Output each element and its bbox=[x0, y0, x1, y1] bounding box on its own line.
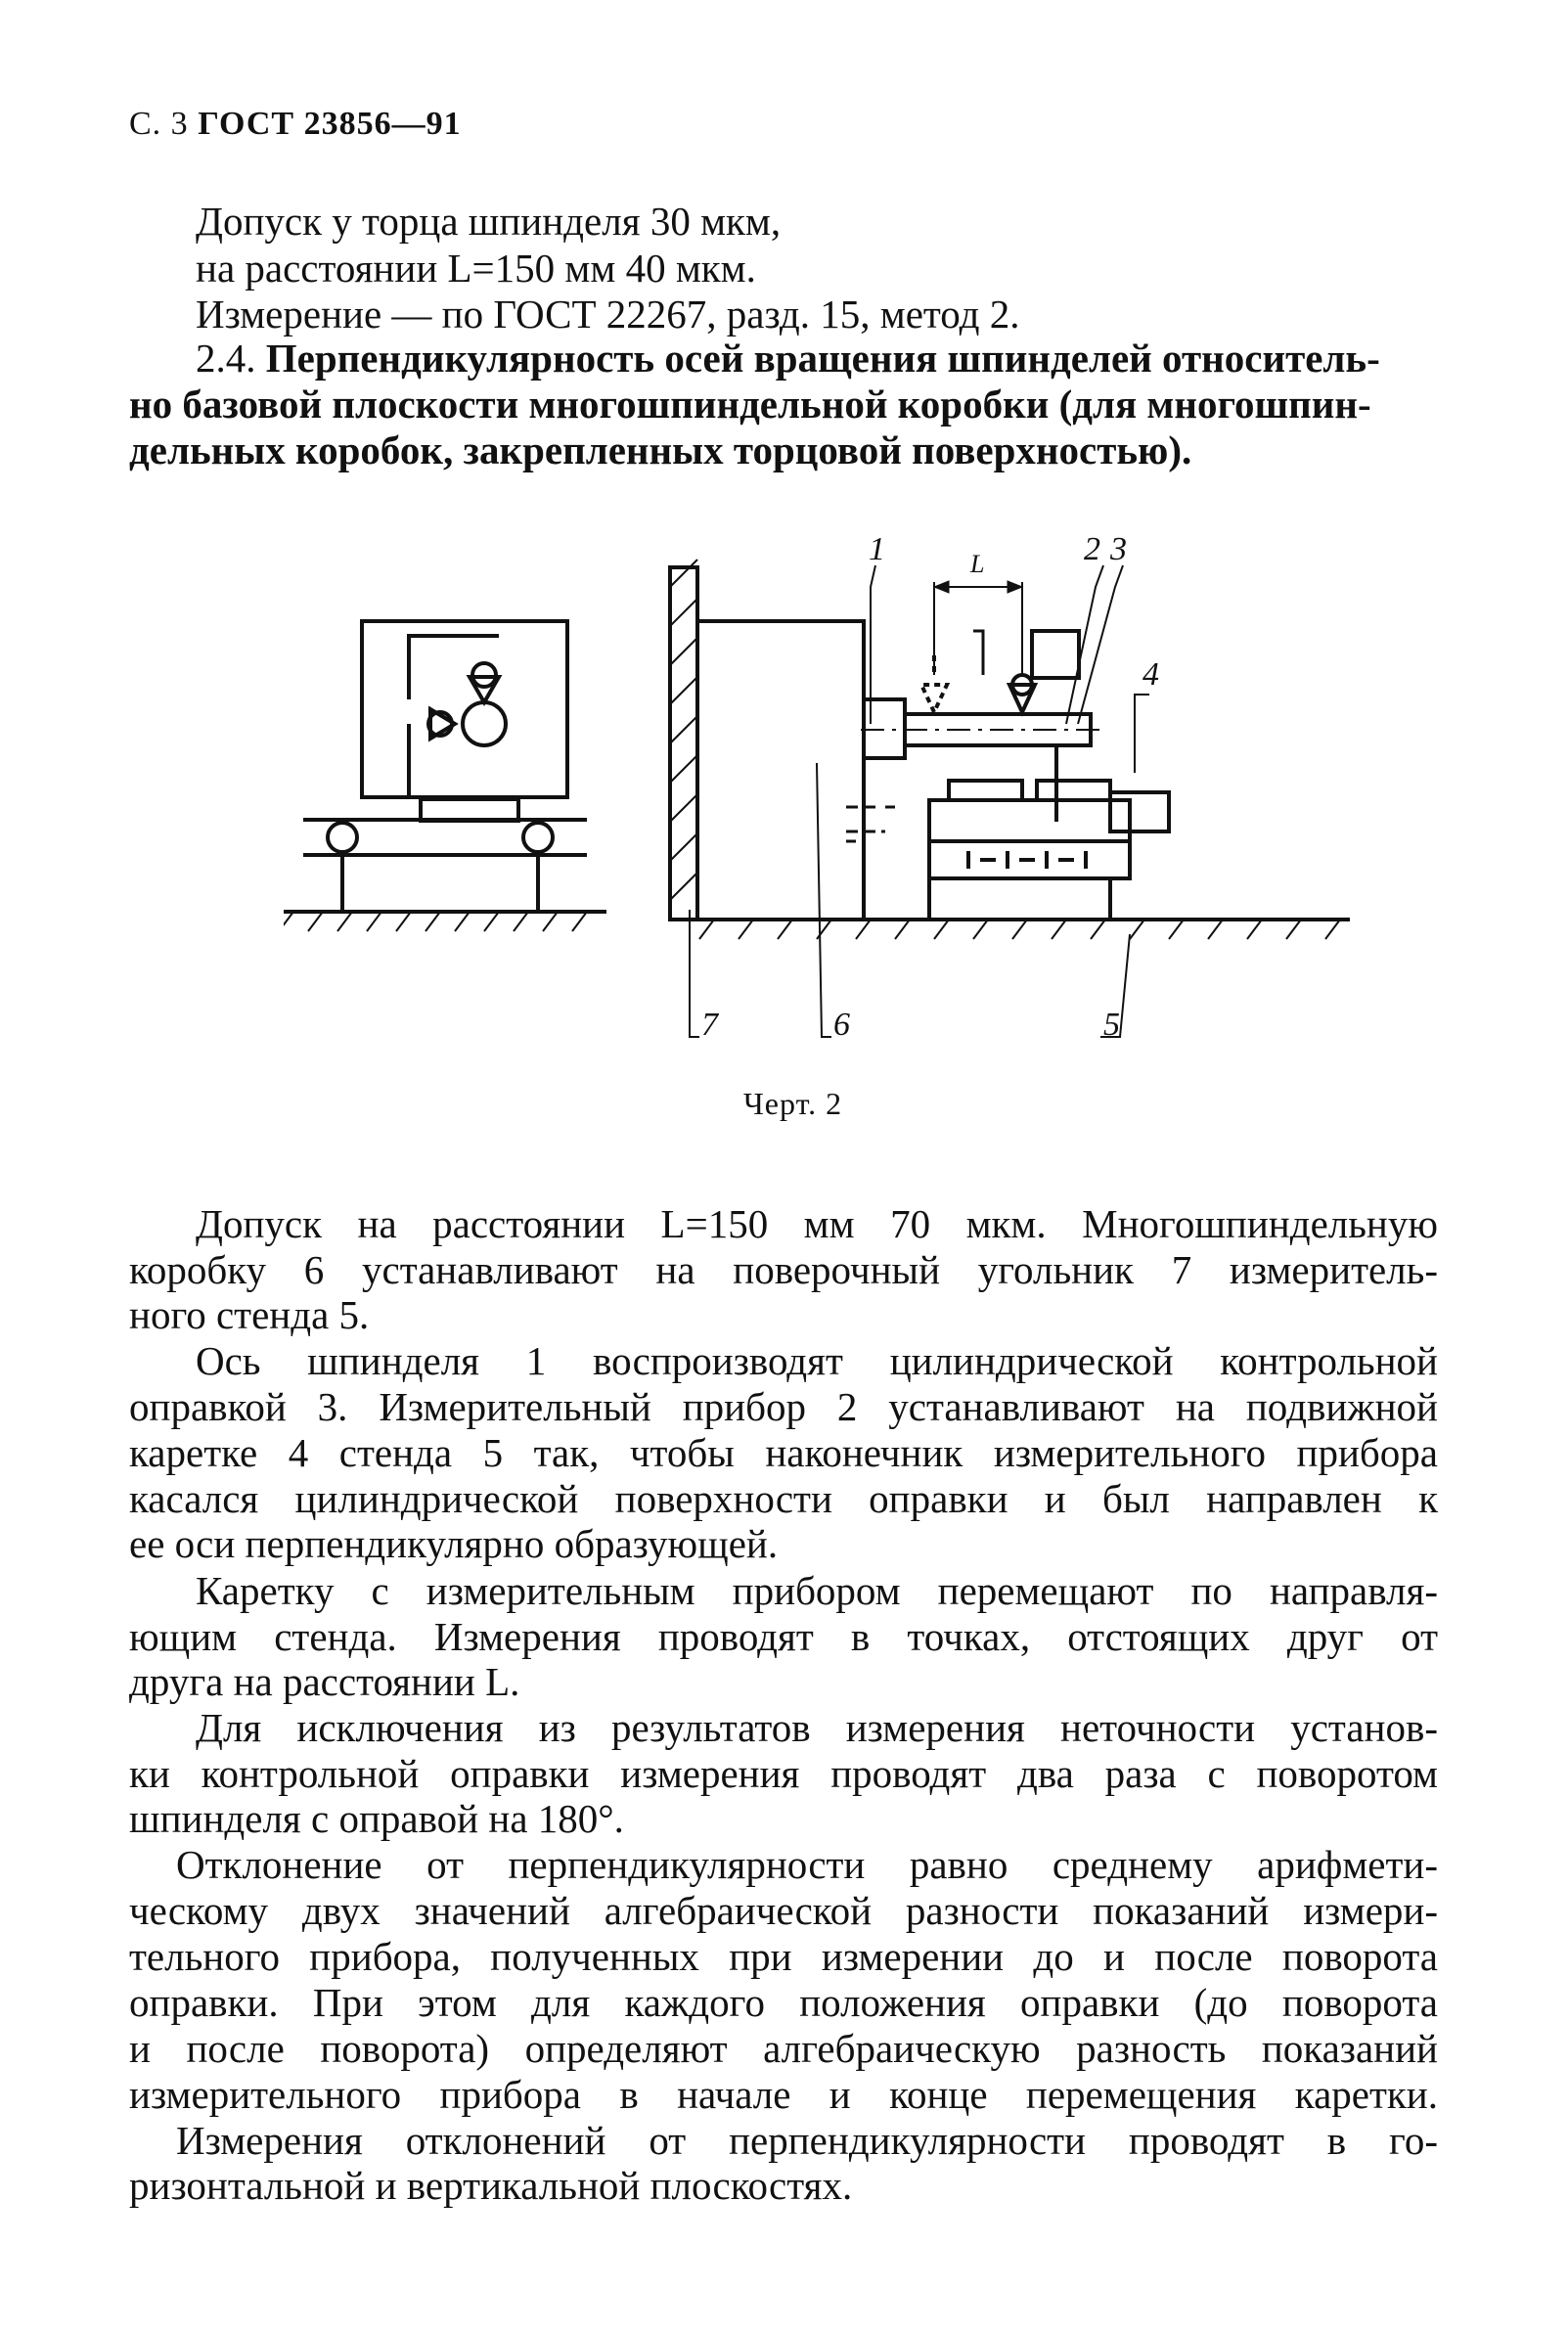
p1-line-2: коробку 6 устанавливают на поверочный угольник 7 измеритель- bbox=[129, 1247, 1438, 1292]
figure-label-2: 2 bbox=[1084, 531, 1100, 567]
section-title-part-1: Перпендикулярность осей вращения шпинделей относитель- bbox=[265, 336, 1380, 381]
leader-6 bbox=[817, 763, 831, 1037]
p5-line-6: измерительного прибора в начале и конце перемещения каретки. bbox=[129, 2072, 1438, 2117]
p2-line-1: Ось шпинделя 1 воспроизводят цилиндрической контрольной bbox=[196, 1338, 1438, 1383]
side-view-carriage bbox=[421, 799, 518, 821]
figure-label-7: 7 bbox=[701, 1007, 718, 1043]
p1-line-3: ного стенда 5. bbox=[129, 1292, 370, 1337]
indicator-tip-start bbox=[921, 685, 947, 712]
p6-line-2: ризонтальной и вертикальной плоскостях. bbox=[129, 2163, 853, 2208]
square-wall bbox=[670, 567, 697, 920]
figure-caption: Черт. 2 bbox=[743, 1086, 843, 1121]
figure-label-4: 4 bbox=[1142, 656, 1159, 693]
figure-measurement-scheme bbox=[284, 528, 1379, 1076]
figure-label-3: 3 bbox=[1110, 531, 1127, 567]
indicator-body bbox=[1032, 631, 1079, 678]
p5-line-2: ческому двух значений алгебраической разности показаний измери- bbox=[129, 1888, 1438, 1933]
side-view-box bbox=[362, 621, 567, 797]
side-view-bracket bbox=[409, 636, 499, 699]
section-heading-line-3: дельных коробок, закрепленных торцовой поверхностью). bbox=[129, 427, 1192, 472]
section-heading-line-1 bbox=[196, 335, 1380, 382]
p5-line-5: и после поворота) определяют алгебраическую разность показаний bbox=[129, 2026, 1438, 2071]
intro-line-3: Измерение — по ГОСТ 22267, разд. 15, метод 2. bbox=[196, 292, 1020, 337]
p2-line-4: касался цилиндрической поверхности оправки и был направлен к bbox=[129, 1476, 1438, 1521]
page-header bbox=[129, 106, 462, 143]
carriage-pad-left bbox=[949, 781, 1022, 800]
page-number: С. 3 bbox=[129, 106, 189, 142]
carriage bbox=[929, 800, 1130, 841]
dimension-label-L: L bbox=[970, 550, 985, 578]
leader-7 bbox=[690, 910, 699, 1037]
section-heading-line-2: но базовой плоскости многошпиндельной коробки (для многошпин- bbox=[129, 382, 1371, 427]
p4-line-1: Для исключения из результатов измерения неточности установ- bbox=[196, 1705, 1438, 1750]
p5-line-3: тельного прибора, полученных при измерении до и после поворота bbox=[129, 1934, 1438, 1979]
p5-line-4: оправки. При этом для каждого положения оправки (до поворота bbox=[129, 1980, 1438, 2025]
p3-line-1: Каретку с измерительным прибором перемещают по направля- bbox=[196, 1568, 1438, 1613]
indicator-bracket-mark bbox=[973, 631, 983, 675]
side-view-roller-right bbox=[523, 823, 553, 852]
side-view-floor-hatch bbox=[284, 912, 587, 931]
intro-line-2: на расстоянии L=150 мм 40 мкм. bbox=[196, 246, 756, 291]
figure-label-6: 6 bbox=[833, 1007, 850, 1043]
stand-floor-hatch bbox=[699, 920, 1340, 939]
figure-label-1: 1 bbox=[869, 531, 885, 567]
p2-line-2: оправкой 3. Измерительный прибор 2 устанавливают на подвижной bbox=[129, 1384, 1438, 1429]
p2-line-3: каретке 4 стенда 5 так, чтобы наконечник измерительного прибора bbox=[129, 1430, 1438, 1475]
p4-line-2: ки контрольной оправки измерения проводят два раза с поворотом bbox=[129, 1751, 1438, 1796]
p5-line-1: Отклонение от перпендикулярности равно среднему арифмети- bbox=[176, 1842, 1438, 1887]
hidden-edges bbox=[846, 807, 895, 841]
multispindle-box bbox=[697, 621, 864, 920]
section-number: 2.4. bbox=[196, 336, 256, 381]
leader-3 bbox=[1078, 565, 1123, 724]
carriage-pad-right bbox=[1037, 781, 1110, 800]
side-view-spindle-circle bbox=[463, 702, 506, 745]
standard-id: ГОСТ 23856—91 bbox=[198, 106, 462, 142]
leader-4 bbox=[1135, 695, 1149, 773]
side-view-roller-left bbox=[328, 823, 357, 852]
p3-line-3: друга на расстоянии L. bbox=[129, 1659, 520, 1704]
figure-label-5: 5 bbox=[1103, 1007, 1120, 1043]
p4-line-3: шпинделя с оправой на 180°. bbox=[129, 1796, 624, 1841]
p6-line-1: Измерения отклонений от перпендикулярности проводят в го- bbox=[176, 2118, 1438, 2163]
p3-line-2: ющим стенда. Измерения проводят в точках, отстоящих друг от bbox=[129, 1614, 1438, 1659]
intro-line-1: Допуск у торца шпинделя 30 мкм, bbox=[196, 199, 782, 244]
p2-line-5: ее оси перпендикулярно образующей. bbox=[129, 1521, 779, 1566]
p1-line-1: Допуск на расстоянии L=150 мм 70 мкм. Многошпиндельную bbox=[196, 1201, 1438, 1246]
square-wall-hatch bbox=[670, 560, 697, 900]
